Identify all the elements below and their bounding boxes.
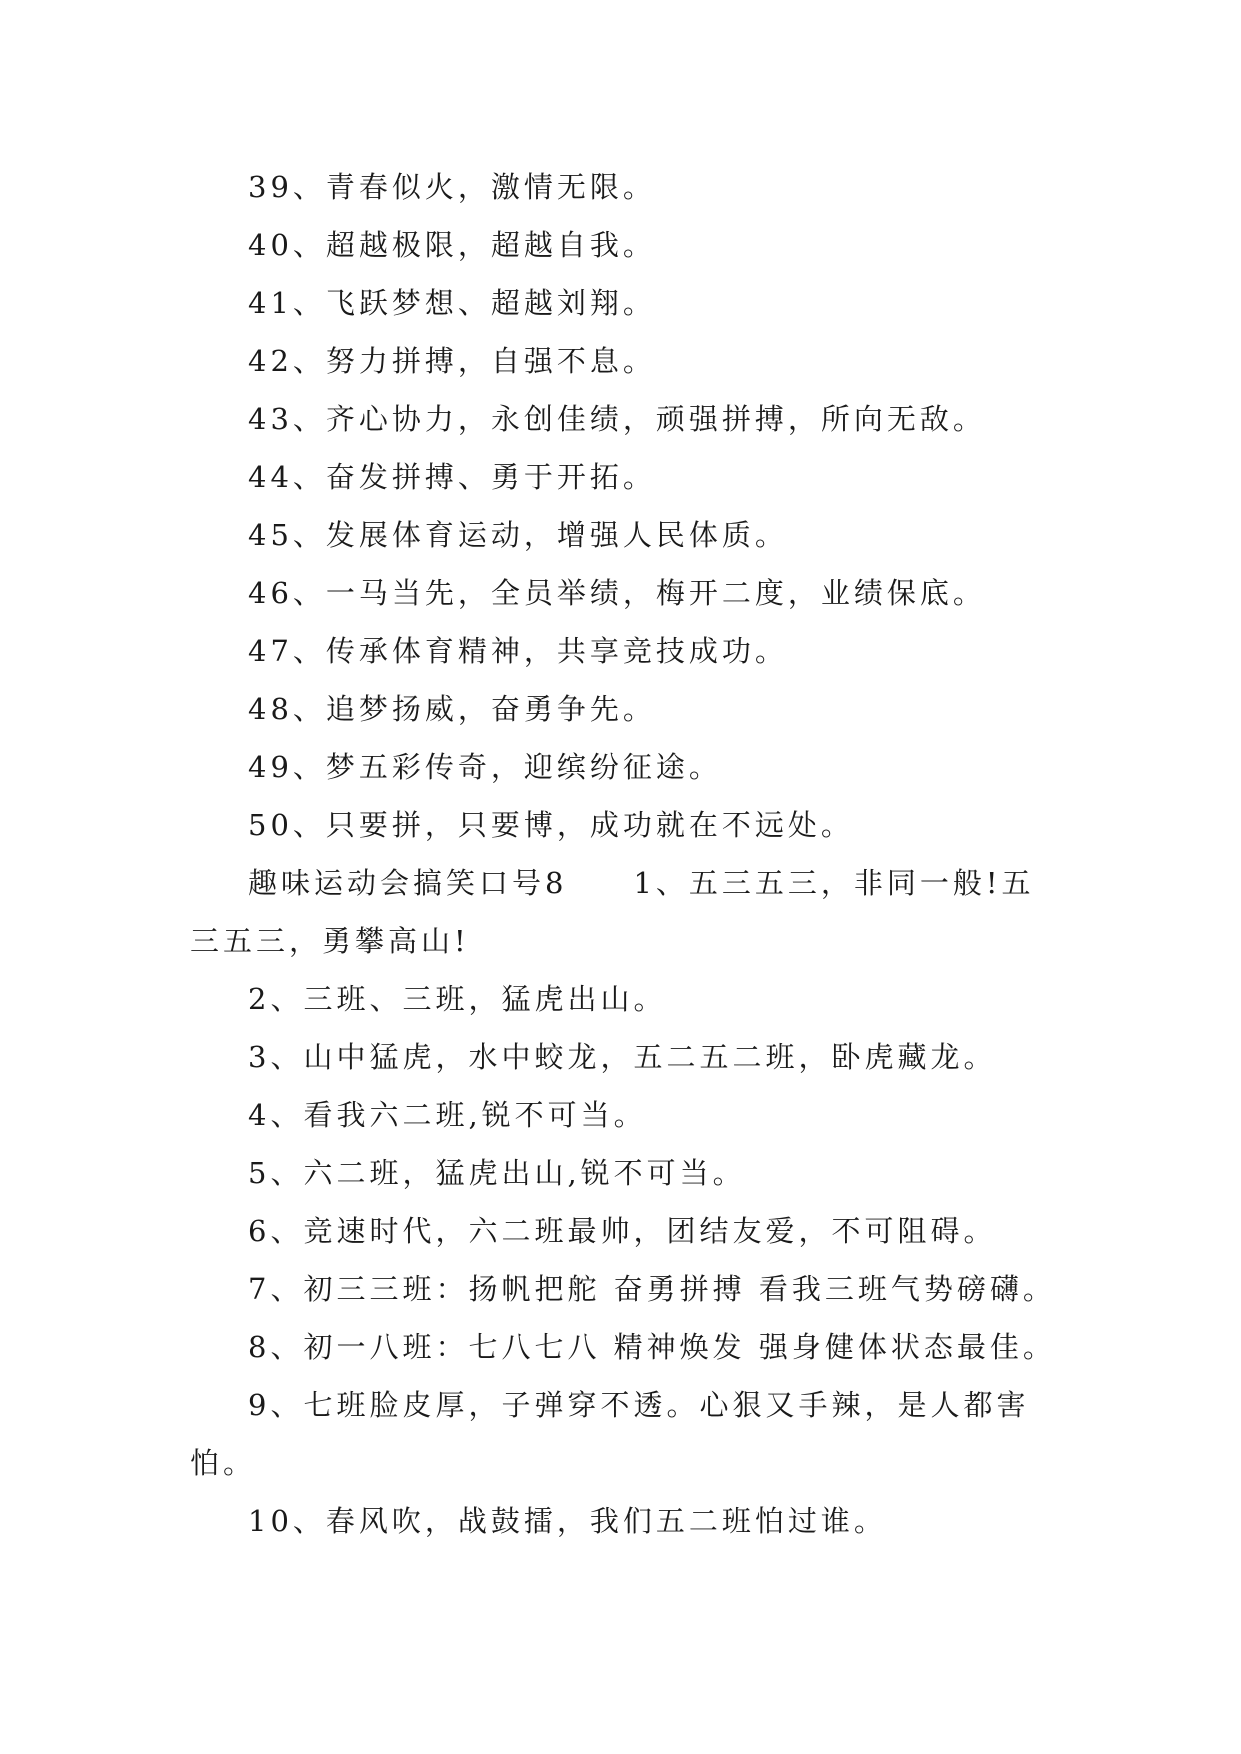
slogan-paragraph: 6、竞速时代，六二班最帅，团结友爱，不可阻碍。 xyxy=(248,1214,997,1248)
slogan-paragraph: 49、梦五彩传奇，迎缤纷征途。 xyxy=(248,750,722,784)
slogan-paragraph: 39、青春似火，激情无限。 xyxy=(248,170,656,204)
slogan-paragraph: 5、六二班，猛虎出山,锐不可当。 xyxy=(248,1156,746,1190)
slogan-paragraph: 47、传承体育精神，共享竞技成功。 xyxy=(248,634,788,668)
slogan-paragraph: 44、奋发拼搏、勇于开拓。 xyxy=(248,460,656,494)
slogan-paragraph: 7、初三三班：扬帆把舵 奋勇拼搏 看我三班气势磅礴。 xyxy=(248,1272,1056,1306)
slogan-paragraph: 43、齐心协力，永创佳绩，顽强拼搏，所向无敌。 xyxy=(248,402,986,436)
section-heading-paragraph: 趣味运动会搞笑口号8 1、五三五三，非同一般!五三五三，勇攀高山! xyxy=(190,866,1035,958)
slogan-paragraph: 10、春风吹，战鼓擂，我们五二班怕过谁。 xyxy=(248,1504,887,1538)
slogan-paragraph: 8、初一八班：七八七八 精神焕发 强身健体状态最佳。 xyxy=(248,1330,1056,1364)
slogan-paragraph: 9、七班脸皮厚，子弹穿不透。心狠又手辣，是人都害怕。 xyxy=(190,1388,1030,1480)
slogan-paragraph: 3、山中猛虎，水中蛟龙，五二五二班，卧虎藏龙。 xyxy=(248,1040,997,1074)
slogan-paragraph: 50、只要拼，只要博，成功就在不远处。 xyxy=(248,808,854,842)
slogan-paragraph: 45、发展体育运动，增强人民体质。 xyxy=(248,518,788,552)
document-body xyxy=(190,158,1060,1550)
slogan-paragraph: 4、看我六二班,锐不可当。 xyxy=(248,1098,647,1132)
slogan-paragraph: 48、追梦扬威，奋勇争先。 xyxy=(248,692,656,726)
slogan-paragraph: 41、飞跃梦想、超越刘翔。 xyxy=(248,286,656,320)
slogan-paragraph: 42、努力拼搏，自强不息。 xyxy=(248,344,656,378)
slogan-paragraph: 46、一马当先，全员举绩，梅开二度，业绩保底。 xyxy=(248,576,986,610)
slogan-paragraph: 40、超越极限，超越自我。 xyxy=(248,228,656,262)
slogan-paragraph: 2、三班、三班，猛虎出山。 xyxy=(248,982,667,1016)
